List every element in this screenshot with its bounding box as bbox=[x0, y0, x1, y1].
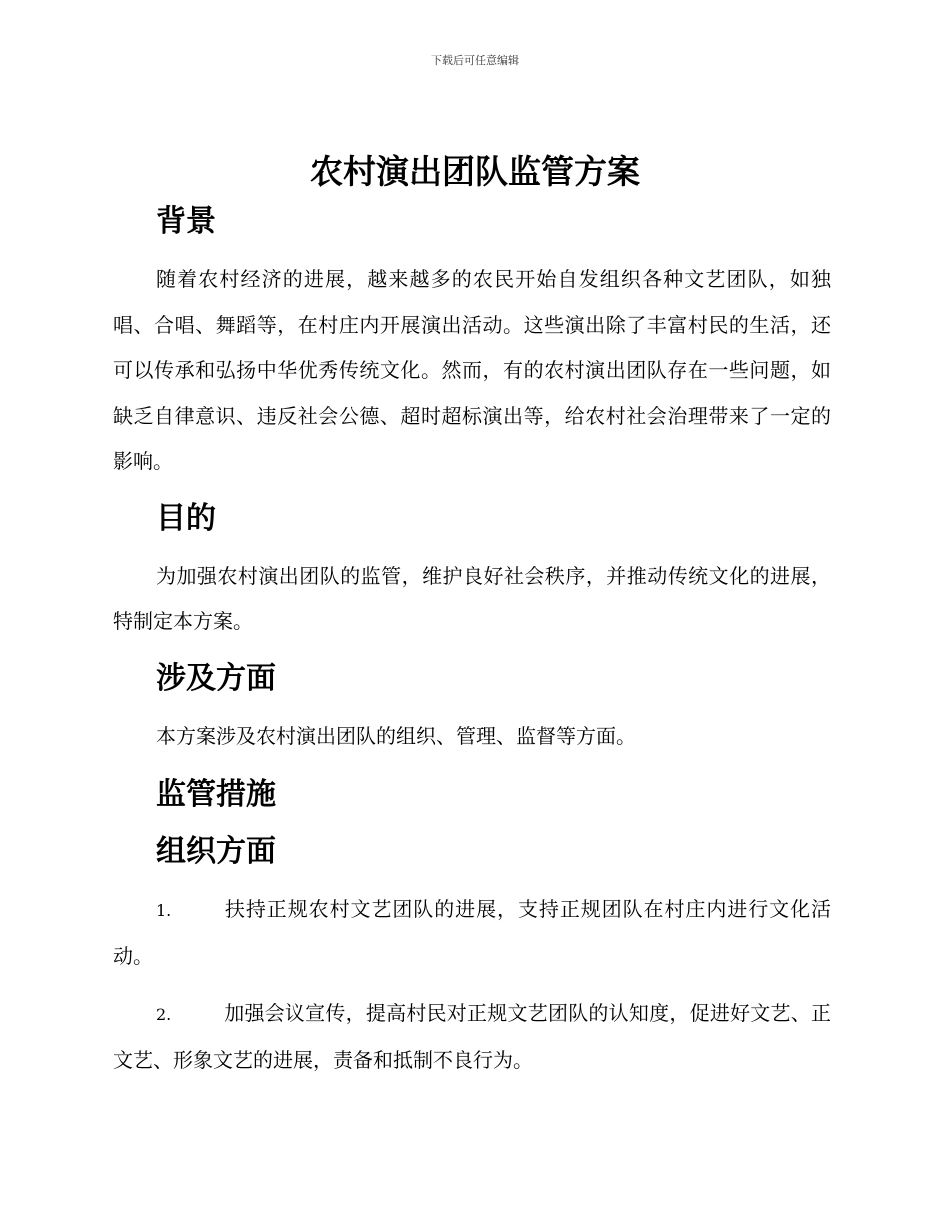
section-heading-organization: 组织方面 bbox=[156, 834, 276, 869]
scope-paragraph: 本方案涉及农村演出团队的组织、管理、监督等方面。 bbox=[156, 723, 636, 748]
document-title: 农村演出团队监管方案 bbox=[310, 152, 640, 191]
list-item-number: 2. bbox=[156, 1005, 172, 1024]
list-item-number: 1. bbox=[156, 901, 172, 920]
list-item-text: 扶持正规农村文艺团队的进展，支持正规团队在村庄内进行文化活动。 bbox=[113, 897, 831, 968]
section-heading-background: 背景 bbox=[156, 204, 216, 239]
page-header-note: 下载后可任意编辑 bbox=[431, 54, 519, 67]
list-item bbox=[113, 887, 831, 979]
purpose-paragraph: 为加强农村演出团队的监管，维护良好社会秩序，并推动传统文化的进展，特制定本方案。 bbox=[113, 563, 831, 633]
document-body bbox=[113, 200, 831, 1095]
section-heading-purpose: 目的 bbox=[156, 500, 216, 536]
section-heading-scope: 涉及方面 bbox=[156, 660, 276, 696]
background-paragraph: 随着农村经济的进展，越来越多的农民开始自发组织各种文艺团队，如独唱、合唱、舞蹈等，在村庄内开展演出活动。这些演出除了丰富村民的生活，还可以传承和弘扬中华优秀传统文化。然而，有的农村演出团队存在一些问题，如缺乏自律意识、违反社会公德、超时超标演出等，给农村社会治理带来了一定的影响。 bbox=[113, 267, 831, 473]
section-heading-measures: 监管措施 bbox=[156, 777, 276, 812]
list-item bbox=[113, 991, 831, 1083]
list-item-text: 加强会议宣传，提高村民对正规文艺团队的认知度，促进好文艺、正文艺、形象文艺的进展，责备和抵制不良行为。 bbox=[113, 1001, 831, 1072]
